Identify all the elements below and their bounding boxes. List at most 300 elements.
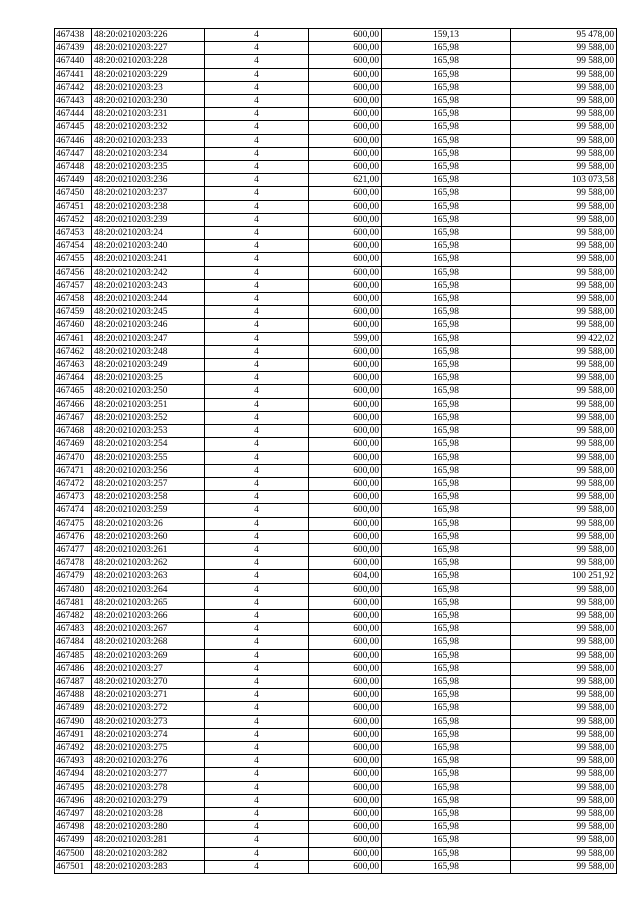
category-code-cell: 4 xyxy=(205,821,309,834)
area-cell: 600,00 xyxy=(309,847,382,860)
row-number-cell: 467498 xyxy=(55,821,92,834)
area-cell: 600,00 xyxy=(309,781,382,794)
table-row xyxy=(55,68,617,81)
cadastral-number-cell: 48:20:0210203:246 xyxy=(92,319,205,332)
table-body xyxy=(55,29,617,874)
area-cell: 600,00 xyxy=(309,636,382,649)
cadastral-number-cell: 48:20:0210203:276 xyxy=(92,755,205,768)
specific-value-cell: 165,98 xyxy=(382,108,511,121)
cadastral-number-cell: 48:20:0210203:263 xyxy=(92,570,205,583)
specific-value-cell: 165,98 xyxy=(382,134,511,147)
table-row xyxy=(55,623,617,636)
row-number-cell: 467496 xyxy=(55,794,92,807)
cadastral-value-cell: 99 588,00 xyxy=(511,543,617,556)
row-number-cell: 467480 xyxy=(55,583,92,596)
category-code-cell: 4 xyxy=(205,200,309,213)
category-code-cell: 4 xyxy=(205,834,309,847)
category-code-cell: 4 xyxy=(205,359,309,372)
cadastral-value-table xyxy=(54,28,617,874)
area-cell: 600,00 xyxy=(309,755,382,768)
cadastral-value-cell: 99 588,00 xyxy=(511,557,617,570)
area-cell: 600,00 xyxy=(309,108,382,121)
area-cell: 600,00 xyxy=(309,689,382,702)
specific-value-cell: 165,98 xyxy=(382,636,511,649)
cadastral-number-cell: 48:20:0210203:229 xyxy=(92,68,205,81)
cadastral-number-cell: 48:20:0210203:277 xyxy=(92,768,205,781)
cadastral-number-cell: 48:20:0210203:231 xyxy=(92,108,205,121)
table-row xyxy=(55,42,617,55)
row-number-cell: 467460 xyxy=(55,319,92,332)
category-code-cell: 4 xyxy=(205,609,309,622)
row-number-cell: 467452 xyxy=(55,213,92,226)
cadastral-value-cell: 99 588,00 xyxy=(511,504,617,517)
area-cell: 600,00 xyxy=(309,464,382,477)
specific-value-cell: 165,98 xyxy=(382,675,511,688)
specific-value-cell: 165,98 xyxy=(382,372,511,385)
category-code-cell: 4 xyxy=(205,187,309,200)
cadastral-value-cell: 99 588,00 xyxy=(511,108,617,121)
area-cell: 600,00 xyxy=(309,517,382,530)
cadastral-number-cell: 48:20:0210203:280 xyxy=(92,821,205,834)
specific-value-cell: 165,98 xyxy=(382,253,511,266)
cadastral-value-cell: 99 588,00 xyxy=(511,807,617,820)
area-cell: 600,00 xyxy=(309,715,382,728)
cadastral-number-cell: 48:20:0210203:247 xyxy=(92,332,205,345)
table-row xyxy=(55,306,617,319)
table-row xyxy=(55,81,617,94)
cadastral-value-cell: 99 588,00 xyxy=(511,662,617,675)
cadastral-number-cell: 48:20:0210203:28 xyxy=(92,807,205,820)
category-code-cell: 4 xyxy=(205,491,309,504)
area-cell: 600,00 xyxy=(309,425,382,438)
table-row xyxy=(55,728,617,741)
cadastral-value-cell: 99 588,00 xyxy=(511,715,617,728)
row-number-cell: 467457 xyxy=(55,279,92,292)
table-row xyxy=(55,359,617,372)
table-row xyxy=(55,834,617,847)
cadastral-value-cell: 99 588,00 xyxy=(511,596,617,609)
area-cell: 600,00 xyxy=(309,359,382,372)
cadastral-number-cell: 48:20:0210203:249 xyxy=(92,359,205,372)
table-row xyxy=(55,781,617,794)
cadastral-number-cell: 48:20:0210203:265 xyxy=(92,596,205,609)
row-number-cell: 467489 xyxy=(55,702,92,715)
area-cell: 600,00 xyxy=(309,68,382,81)
area-cell: 621,00 xyxy=(309,174,382,187)
category-code-cell: 4 xyxy=(205,253,309,266)
specific-value-cell: 165,98 xyxy=(382,517,511,530)
table-row xyxy=(55,319,617,332)
table-row xyxy=(55,266,617,279)
specific-value-cell: 165,98 xyxy=(382,240,511,253)
cadastral-number-cell: 48:20:0210203:272 xyxy=(92,702,205,715)
cadastral-value-cell: 99 588,00 xyxy=(511,675,617,688)
specific-value-cell: 165,98 xyxy=(382,477,511,490)
cadastral-value-cell: 99 422,02 xyxy=(511,332,617,345)
cadastral-number-cell: 48:20:0210203:243 xyxy=(92,279,205,292)
cadastral-value-cell: 99 588,00 xyxy=(511,213,617,226)
specific-value-cell: 165,98 xyxy=(382,728,511,741)
category-code-cell: 4 xyxy=(205,530,309,543)
row-number-cell: 467462 xyxy=(55,345,92,358)
category-code-cell: 4 xyxy=(205,319,309,332)
cadastral-value-cell: 99 588,00 xyxy=(511,227,617,240)
cadastral-number-cell: 48:20:0210203:256 xyxy=(92,464,205,477)
cadastral-value-cell: 99 588,00 xyxy=(511,702,617,715)
category-code-cell: 4 xyxy=(205,95,309,108)
cadastral-value-cell: 99 588,00 xyxy=(511,253,617,266)
row-number-cell: 467474 xyxy=(55,504,92,517)
specific-value-cell: 165,98 xyxy=(382,319,511,332)
area-cell: 600,00 xyxy=(309,42,382,55)
category-code-cell: 4 xyxy=(205,332,309,345)
row-number-cell: 467488 xyxy=(55,689,92,702)
cadastral-value-cell: 99 588,00 xyxy=(511,781,617,794)
table-row xyxy=(55,675,617,688)
specific-value-cell: 165,98 xyxy=(382,689,511,702)
row-number-cell: 467471 xyxy=(55,464,92,477)
table-row xyxy=(55,517,617,530)
specific-value-cell: 165,98 xyxy=(382,451,511,464)
cadastral-number-cell: 48:20:0210203:239 xyxy=(92,213,205,226)
cadastral-value-cell: 99 588,00 xyxy=(511,293,617,306)
category-code-cell: 4 xyxy=(205,55,309,68)
specific-value-cell: 165,98 xyxy=(382,741,511,754)
category-code-cell: 4 xyxy=(205,741,309,754)
row-number-cell: 467490 xyxy=(55,715,92,728)
table-row xyxy=(55,345,617,358)
cadastral-value-cell: 99 588,00 xyxy=(511,794,617,807)
table-row xyxy=(55,332,617,345)
table-row xyxy=(55,29,617,42)
category-code-cell: 4 xyxy=(205,570,309,583)
row-number-cell: 467458 xyxy=(55,293,92,306)
cadastral-value-cell: 99 588,00 xyxy=(511,438,617,451)
cadastral-value-cell: 99 588,00 xyxy=(511,306,617,319)
cadastral-value-cell: 99 588,00 xyxy=(511,345,617,358)
row-number-cell: 467492 xyxy=(55,741,92,754)
row-number-cell: 467479 xyxy=(55,570,92,583)
category-code-cell: 4 xyxy=(205,662,309,675)
cadastral-number-cell: 48:20:0210203:23 xyxy=(92,81,205,94)
row-number-cell: 467486 xyxy=(55,662,92,675)
cadastral-value-cell: 99 588,00 xyxy=(511,42,617,55)
cadastral-number-cell: 48:20:0210203:25 xyxy=(92,372,205,385)
area-cell: 600,00 xyxy=(309,29,382,42)
specific-value-cell: 165,98 xyxy=(382,147,511,160)
row-number-cell: 467447 xyxy=(55,147,92,160)
table-row xyxy=(55,807,617,820)
category-code-cell: 4 xyxy=(205,781,309,794)
category-code-cell: 4 xyxy=(205,768,309,781)
table-row xyxy=(55,174,617,187)
category-code-cell: 4 xyxy=(205,306,309,319)
area-cell: 599,00 xyxy=(309,332,382,345)
category-code-cell: 4 xyxy=(205,860,309,873)
cadastral-number-cell: 48:20:0210203:226 xyxy=(92,29,205,42)
area-cell: 600,00 xyxy=(309,81,382,94)
cadastral-number-cell: 48:20:0210203:238 xyxy=(92,200,205,213)
specific-value-cell: 165,98 xyxy=(382,834,511,847)
cadastral-number-cell: 48:20:0210203:26 xyxy=(92,517,205,530)
cadastral-value-cell: 99 588,00 xyxy=(511,187,617,200)
table-row xyxy=(55,543,617,556)
area-cell: 600,00 xyxy=(309,675,382,688)
area-cell: 600,00 xyxy=(309,253,382,266)
specific-value-cell: 165,98 xyxy=(382,161,511,174)
area-cell: 600,00 xyxy=(309,491,382,504)
row-number-cell: 467446 xyxy=(55,134,92,147)
row-number-cell: 467497 xyxy=(55,807,92,820)
area-cell: 600,00 xyxy=(309,95,382,108)
row-number-cell: 467441 xyxy=(55,68,92,81)
row-number-cell: 467482 xyxy=(55,609,92,622)
row-number-cell: 467485 xyxy=(55,649,92,662)
cadastral-number-cell: 48:20:0210203:258 xyxy=(92,491,205,504)
area-cell: 600,00 xyxy=(309,266,382,279)
cadastral-value-cell: 99 588,00 xyxy=(511,728,617,741)
area-cell: 600,00 xyxy=(309,398,382,411)
area-cell: 600,00 xyxy=(309,240,382,253)
cadastral-number-cell: 48:20:0210203:257 xyxy=(92,477,205,490)
area-cell: 600,00 xyxy=(309,279,382,292)
row-number-cell: 467454 xyxy=(55,240,92,253)
cadastral-number-cell: 48:20:0210203:275 xyxy=(92,741,205,754)
table-row xyxy=(55,451,617,464)
specific-value-cell: 165,98 xyxy=(382,464,511,477)
category-code-cell: 4 xyxy=(205,29,309,42)
category-code-cell: 4 xyxy=(205,161,309,174)
row-number-cell: 467465 xyxy=(55,385,92,398)
cadastral-number-cell: 48:20:0210203:237 xyxy=(92,187,205,200)
cadastral-value-cell: 100 251,92 xyxy=(511,570,617,583)
cadastral-number-cell: 48:20:0210203:254 xyxy=(92,438,205,451)
row-number-cell: 467459 xyxy=(55,306,92,319)
category-code-cell: 4 xyxy=(205,464,309,477)
specific-value-cell: 165,98 xyxy=(382,68,511,81)
row-number-cell: 467463 xyxy=(55,359,92,372)
category-code-cell: 4 xyxy=(205,121,309,134)
cadastral-number-cell: 48:20:0210203:232 xyxy=(92,121,205,134)
table-row xyxy=(55,425,617,438)
cadastral-number-cell: 48:20:0210203:27 xyxy=(92,662,205,675)
cadastral-number-cell: 48:20:0210203:273 xyxy=(92,715,205,728)
category-code-cell: 4 xyxy=(205,583,309,596)
category-code-cell: 4 xyxy=(205,411,309,424)
cadastral-value-cell: 99 588,00 xyxy=(511,741,617,754)
area-cell: 600,00 xyxy=(309,213,382,226)
cadastral-value-cell: 99 588,00 xyxy=(511,425,617,438)
specific-value-cell: 165,98 xyxy=(382,821,511,834)
table-row xyxy=(55,702,617,715)
cadastral-number-cell: 48:20:0210203:252 xyxy=(92,411,205,424)
cadastral-value-cell: 99 588,00 xyxy=(511,279,617,292)
specific-value-cell: 165,98 xyxy=(382,345,511,358)
cadastral-number-cell: 48:20:0210203:262 xyxy=(92,557,205,570)
area-cell: 604,00 xyxy=(309,570,382,583)
row-number-cell: 467473 xyxy=(55,491,92,504)
cadastral-value-cell: 99 588,00 xyxy=(511,134,617,147)
cadastral-number-cell: 48:20:0210203:266 xyxy=(92,609,205,622)
row-number-cell: 467438 xyxy=(55,29,92,42)
cadastral-number-cell: 48:20:0210203:264 xyxy=(92,583,205,596)
table-row xyxy=(55,293,617,306)
specific-value-cell: 165,98 xyxy=(382,279,511,292)
row-number-cell: 467450 xyxy=(55,187,92,200)
area-cell: 600,00 xyxy=(309,200,382,213)
table-row xyxy=(55,847,617,860)
category-code-cell: 4 xyxy=(205,557,309,570)
cadastral-value-cell: 103 073,58 xyxy=(511,174,617,187)
row-number-cell: 467449 xyxy=(55,174,92,187)
category-code-cell: 4 xyxy=(205,240,309,253)
category-code-cell: 4 xyxy=(205,42,309,55)
row-number-cell: 467442 xyxy=(55,81,92,94)
cadastral-value-cell: 99 588,00 xyxy=(511,636,617,649)
category-code-cell: 4 xyxy=(205,293,309,306)
category-code-cell: 4 xyxy=(205,213,309,226)
table-row xyxy=(55,662,617,675)
cadastral-value-cell: 99 588,00 xyxy=(511,623,617,636)
cadastral-value-cell: 99 588,00 xyxy=(511,477,617,490)
cadastral-number-cell: 48:20:0210203:242 xyxy=(92,266,205,279)
area-cell: 600,00 xyxy=(309,161,382,174)
category-code-cell: 4 xyxy=(205,147,309,160)
cadastral-number-cell: 48:20:0210203:267 xyxy=(92,623,205,636)
row-number-cell: 467467 xyxy=(55,411,92,424)
cadastral-value-cell: 99 588,00 xyxy=(511,411,617,424)
area-cell: 600,00 xyxy=(309,794,382,807)
specific-value-cell: 165,98 xyxy=(382,768,511,781)
category-code-cell: 4 xyxy=(205,345,309,358)
table-row xyxy=(55,649,617,662)
category-code-cell: 4 xyxy=(205,279,309,292)
area-cell: 600,00 xyxy=(309,807,382,820)
cadastral-number-cell: 48:20:0210203:24 xyxy=(92,227,205,240)
specific-value-cell: 165,98 xyxy=(382,543,511,556)
area-cell: 600,00 xyxy=(309,55,382,68)
area-cell: 600,00 xyxy=(309,411,382,424)
specific-value-cell: 165,98 xyxy=(382,42,511,55)
specific-value-cell: 165,98 xyxy=(382,266,511,279)
cadastral-number-cell: 48:20:0210203:241 xyxy=(92,253,205,266)
row-number-cell: 467443 xyxy=(55,95,92,108)
row-number-cell: 467464 xyxy=(55,372,92,385)
area-cell: 600,00 xyxy=(309,741,382,754)
row-number-cell: 467453 xyxy=(55,227,92,240)
specific-value-cell: 165,98 xyxy=(382,438,511,451)
cadastral-number-cell: 48:20:0210203:269 xyxy=(92,649,205,662)
row-number-cell: 467481 xyxy=(55,596,92,609)
row-number-cell: 467461 xyxy=(55,332,92,345)
specific-value-cell: 165,98 xyxy=(382,121,511,134)
specific-value-cell: 165,98 xyxy=(382,649,511,662)
area-cell: 600,00 xyxy=(309,147,382,160)
area-cell: 600,00 xyxy=(309,609,382,622)
cadastral-number-cell: 48:20:0210203:244 xyxy=(92,293,205,306)
cadastral-number-cell: 48:20:0210203:253 xyxy=(92,425,205,438)
category-code-cell: 4 xyxy=(205,623,309,636)
category-code-cell: 4 xyxy=(205,425,309,438)
area-cell: 600,00 xyxy=(309,543,382,556)
cadastral-value-cell: 99 588,00 xyxy=(511,649,617,662)
area-cell: 600,00 xyxy=(309,121,382,134)
table-row xyxy=(55,715,617,728)
category-code-cell: 4 xyxy=(205,477,309,490)
cadastral-number-cell: 48:20:0210203:251 xyxy=(92,398,205,411)
row-number-cell: 467466 xyxy=(55,398,92,411)
area-cell: 600,00 xyxy=(309,504,382,517)
table-row xyxy=(55,438,617,451)
cadastral-value-cell: 95 478,00 xyxy=(511,29,617,42)
row-number-cell: 467478 xyxy=(55,557,92,570)
area-cell: 600,00 xyxy=(309,623,382,636)
table-row xyxy=(55,504,617,517)
specific-value-cell: 165,98 xyxy=(382,491,511,504)
specific-value-cell: 159,13 xyxy=(382,29,511,42)
table-row xyxy=(55,636,617,649)
table-row xyxy=(55,55,617,68)
table-row xyxy=(55,411,617,424)
area-cell: 600,00 xyxy=(309,583,382,596)
category-code-cell: 4 xyxy=(205,794,309,807)
category-code-cell: 4 xyxy=(205,636,309,649)
specific-value-cell: 165,98 xyxy=(382,570,511,583)
category-code-cell: 4 xyxy=(205,451,309,464)
specific-value-cell: 165,98 xyxy=(382,715,511,728)
row-number-cell: 467445 xyxy=(55,121,92,134)
area-cell: 600,00 xyxy=(309,345,382,358)
cadastral-number-cell: 48:20:0210203:240 xyxy=(92,240,205,253)
specific-value-cell: 165,98 xyxy=(382,425,511,438)
row-number-cell: 467470 xyxy=(55,451,92,464)
specific-value-cell: 165,98 xyxy=(382,174,511,187)
category-code-cell: 4 xyxy=(205,398,309,411)
row-number-cell: 467493 xyxy=(55,755,92,768)
table-row xyxy=(55,253,617,266)
cadastral-number-cell: 48:20:0210203:255 xyxy=(92,451,205,464)
area-cell: 600,00 xyxy=(309,306,382,319)
table-row xyxy=(55,491,617,504)
cadastral-value-cell: 99 588,00 xyxy=(511,821,617,834)
category-code-cell: 4 xyxy=(205,675,309,688)
table-row xyxy=(55,609,617,622)
row-number-cell: 467444 xyxy=(55,108,92,121)
category-code-cell: 4 xyxy=(205,517,309,530)
specific-value-cell: 165,98 xyxy=(382,609,511,622)
row-number-cell: 467472 xyxy=(55,477,92,490)
cadastral-number-cell: 48:20:0210203:261 xyxy=(92,543,205,556)
table-row xyxy=(55,134,617,147)
table-row xyxy=(55,95,617,108)
row-number-cell: 467484 xyxy=(55,636,92,649)
cadastral-value-cell: 99 588,00 xyxy=(511,451,617,464)
table-row xyxy=(55,279,617,292)
cadastral-value-cell: 99 588,00 xyxy=(511,491,617,504)
area-cell: 600,00 xyxy=(309,557,382,570)
area-cell: 600,00 xyxy=(309,821,382,834)
category-code-cell: 4 xyxy=(205,108,309,121)
cadastral-number-cell: 48:20:0210203:278 xyxy=(92,781,205,794)
area-cell: 600,00 xyxy=(309,385,382,398)
category-code-cell: 4 xyxy=(205,596,309,609)
category-code-cell: 4 xyxy=(205,689,309,702)
table-row xyxy=(55,570,617,583)
row-number-cell: 467448 xyxy=(55,161,92,174)
table-row xyxy=(55,557,617,570)
area-cell: 600,00 xyxy=(309,596,382,609)
specific-value-cell: 165,98 xyxy=(382,623,511,636)
